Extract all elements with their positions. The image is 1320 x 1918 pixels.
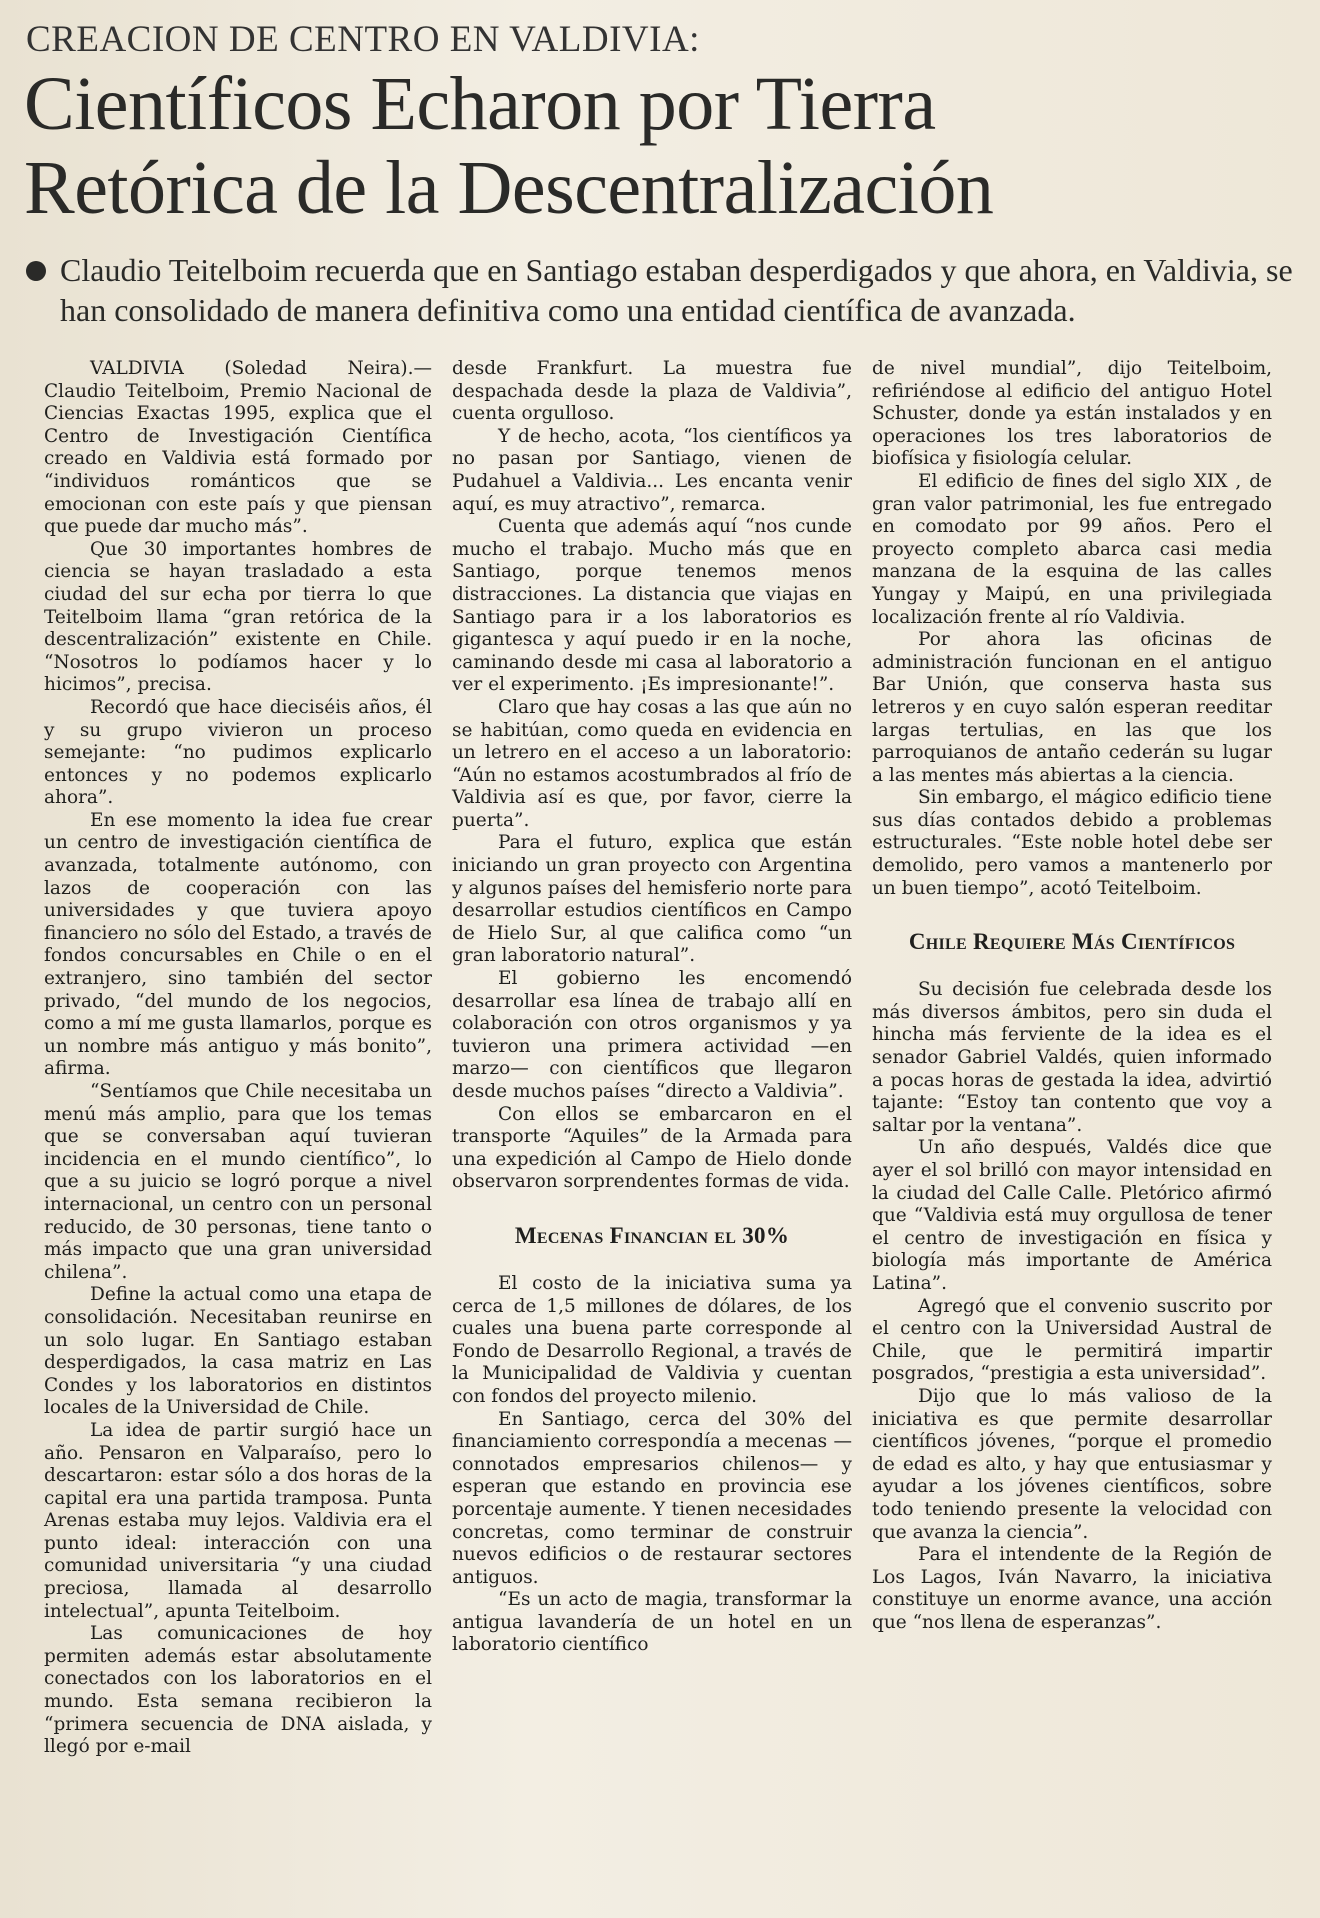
paragraph: Agregó que el convenio suscrito por el centro con la Universidad Austral de Chile, que le permitirá impartir posgrados, “prestigia a esta universidad”. — [872, 1295, 1272, 1385]
paragraph: En Santiago, cerca del 30% del financiamiento correspondía a mecenas —connotados empresarios chilenos— y esperan que estando en provincia ese porcentaje aumente. Y tienen necesidades concretas, como terminar de construir nuevos edificios o de restaurar sectores antiguos. — [452, 1408, 852, 1588]
paragraph: La idea de partir surgió hace un año. Pensaron en Valparaíso, pero lo descartaron: estar sólo a dos horas de la capital era una partida tramposa. Punta Arenas estaba muy lejos. Valdivia era el punto ideal: interacción con una comunidad universitaria “y una ciudad preciosa, llamada al desarrollo intelectual”, apunta Teitelboim. — [44, 1419, 432, 1622]
paragraph: El gobierno les encomendó desarrollar esa línea de trabajo allí en colaboración con otros organismos y ya tuvieron una primera actividad —en marzo— con científicos que llegaron desde muchos países “directo a Valdivia”. — [452, 968, 852, 1102]
paragraph: El edificio de fines del siglo XIX , de gran valor patrimonial, les fue entregado en comodato por 99 años. Pero el proyecto completo abarca casi media manzana de la esquina de las calles Yungay y Maipú, en una privilegiada localización frente al río Valdivia. — [872, 470, 1272, 628]
deck-text: Claudio Teitelboim recuerda que en Santiago estaban desperdigados y que ahora, en Valdivia, se han consolidado de manera definitiva como una entidad científica de avanzada. — [60, 252, 1293, 328]
headline — [24, 62, 1298, 230]
paragraph: Para el futuro, explica que están iniciando un gran proyecto con Argentina y algunos países del hemisferio norte para desarrollar estudios científicos en Campo de Hielo Sur, al que califica como “un gran laboratorio natural”. — [452, 832, 852, 967]
column-1 — [22, 358, 442, 1759]
paragraph: Claro que hay cosas a las que aún no se habitúan, como queda en evidencia en un letrero en el acceso a un laboratorio: “Aún no estamos acostumbrados al frío de Valdivia así es que, por favor, cierre la puerta”. — [452, 696, 852, 831]
paragraph: Por ahora las oficinas de administración funcionan en el antiguo Bar Unión, que conserva hasta sus letreros y en cuyo salón esperan reeditar largas tertulias, en las que los parroquianos de antaño cederán su lugar a las mentes más abiertas a la ciencia. — [872, 629, 1272, 786]
paragraph: Que 30 importantes hombres de ciencia se hayan trasladado a esta ciudad del sur echa por tierra lo que Teitelboim llama “gran retórica de la descentralización” existente en Chile. “Nosotros lo podíamos hacer y lo hicimos”, precisa. — [44, 538, 432, 696]
paragraph: Dijo que lo más valioso de la iniciativa es que permite desarrollar científicos jóvenes, “porque el promedio de edad es alto, y hay que entusiasmar y ayudar a los jóvenes científicos, sobre todo teniendo presente la velocidad con que avanza la ciencia”. — [872, 1385, 1272, 1543]
article-columns — [22, 358, 1298, 1759]
deck — [22, 250, 1298, 330]
bullet-icon — [26, 261, 46, 281]
paragraph: de nivel mundial”, dijo Teitelboim, refiriéndose al edificio del antiguo Hotel Schuster, donde ya están instalados y en operaciones los tres laboratorios de biofísica y fisiología celular. — [872, 358, 1272, 470]
paragraph: Un año después, Valdés dice que ayer el sol brilló con mayor intensidad en la ciudad del Calle Calle. Pletórico afirmó que “Valdivia está muy orgullosa de tener el centro de investigación en física y biología más importante de América Latina”. — [872, 1137, 1272, 1294]
paragraph: Define la actual como una etapa de consolidación. Necesitaban reunirse en un solo lugar. En Santiago estaban desperdigados, la casa matriz en Las Condes y los laboratorios en distintos locales de la Universidad de Chile. — [44, 1284, 432, 1419]
paragraph: Sin embargo, el mágico edificio tiene sus días contados debido a problemas estructurales. “Este noble hotel debe ser demolido, pero vamos a mantenerlo por un buen tiempo”, acotó Teitelboim. — [872, 787, 1272, 899]
paragraph: El costo de la iniciativa suma ya cerca de 1,5 millones de dólares, de los cuales una buena parte corresponde al Fondo de Desarrollo Regional, a través de la Municipalidad de Valdivia y cuentan con fondos del proyecto milenio. — [452, 1272, 852, 1407]
kicker: CREACION DE CENTRO EN VALDIVIA: — [26, 19, 700, 60]
headline-line-1: Científicos Echaron por Tierra — [24, 62, 936, 146]
paragraph: Recordó que hace dieciséis años, él y su grupo vivieron un proceso semejante: “no pudimos explicarlo entonces y no podemos explicarlo ahora”. — [44, 696, 432, 809]
paragraph: Su decisión fue celebrada desde los más diversos ámbitos, pero sin duda el hincha más ferviente de la idea es el senador Gabriel Valdés, quien informado a pocas horas de gestada la idea, advirtió tajante: “Estoy tan contento que voy a saltar por la ventana”. — [872, 979, 1272, 1136]
paragraph: “Es un acto de magia, transformar la antigua lavandería de un hotel en un laboratorio científico — [452, 1589, 852, 1656]
subheading: Mecenas Financian el 30% — [514, 1222, 790, 1248]
column-3 — [862, 358, 1282, 1759]
paragraph: VALDIVIA (Soledad Neira).— Claudio Teitelboim, Premio Nacional de Ciencias Exactas 1995, explica que el Centro de Investigación Científica creado en Valdivia está formado por “individuos románticos que se emocionan con este país y que piensan que puede dar mucho más”. — [44, 358, 432, 538]
headline-line-2: Retórica de la Descentralización — [24, 146, 994, 230]
paragraph: Para el intendente de la Región de Los Lagos, Iván Navarro, la iniciativa constituye un enorme avance, una acción que “nos llena de esperanzas”. — [872, 1544, 1272, 1633]
paragraph: desde Frankfurt. La muestra fue despachada desde la plaza de Valdivia”, cuenta orgulloso. — [452, 358, 852, 425]
paragraph: Con ellos se embarcaron en el transporte “Aquiles” de la Armada para una expedición al Campo de Hielo donde observaron sorprendentes formas de vida. — [452, 1103, 852, 1193]
column-2 — [442, 358, 862, 1759]
paragraph: En ese momento la idea fue crear un centro de investigación científica de avanzada, totalmente autónomo, con lazos de cooperación con las universidades y que tuviera apoyo financiero no sólo del Estado, a través de fondos concursables en Chile o en el extranjero, sino también del sector privado, “del mundo de los negocios, como a mí me gusta llamarlos, porque es un nombre más antiguo y más bonito”, afirma. — [44, 809, 432, 1080]
subheading: Chile Requiere Más Científicos — [908, 929, 1236, 955]
paragraph: Y de hecho, acota, “los científicos ya no pasan por Santiago, vienen de Pudahuel a Valdivia... Les encanta venir aquí, es muy atractivo”, remarca. — [452, 425, 852, 515]
paragraph: Las comunicaciones de hoy permiten además estar absolutamente conectados con los laboratorios en el mundo. Esta semana recibieron la “primera secuencia de DNA aislada, y llegó por e-mail — [44, 1623, 432, 1758]
paragraph: Cuenta que además aquí “nos cunde mucho el trabajo. Mucho más que en Santiago, porque tenemos menos distracciones. La distancia que viajas en Santiago para ir a los laboratorios es gigantesca y aquí puedo ir en la noche, caminando desde mi casa al laboratorio a ver el experimento. ¡Es impresionante!”. — [452, 516, 852, 696]
paragraph: “Sentíamos que Chile necesitaba un menú más amplio, para que los temas que se conversaban aquí tuvieran incidencia en el mundo científico”, lo que a su juicio se logró porque a nivel internacional, un centro con un personal reducido, de 30 personas, tiene tanto o más impacto que una gran universidad chilena”. — [44, 1081, 432, 1283]
